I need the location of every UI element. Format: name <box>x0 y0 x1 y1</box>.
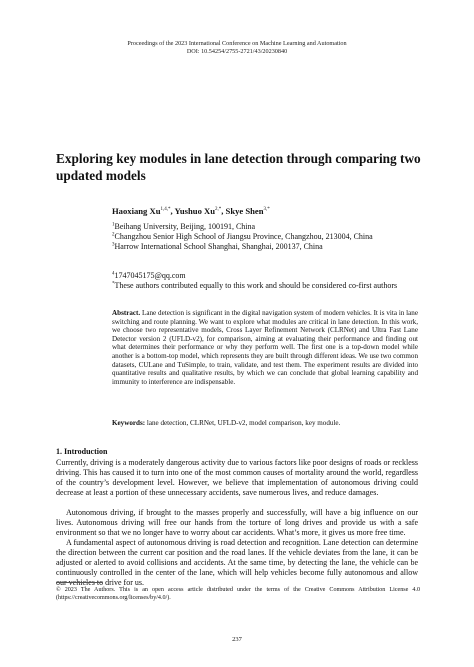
affiliation-text: Harrow International School Shanghai, Shanghai, 200137, China <box>114 242 323 251</box>
footnote-divider <box>56 582 102 583</box>
author-superscript: 3,* <box>263 207 270 213</box>
author-list <box>112 206 270 216</box>
body-paragraph: Currently, driving is a moderately dangerous activity due to various factors like poor designs of roads or reckless driving. This has caused it to turn into one of the most common causes of mortality around the world, regardless of the country’s development level. However, we believe that implementation of autonomous driving could decrease at least a portion of these unnecessary accidents, save numerous lives, and reduce damages. <box>56 458 418 498</box>
email-text: 1747045175@qq.com <box>114 271 186 280</box>
page-number: 237 <box>232 636 242 643</box>
affiliation-text: Changzhou Senior High School of Jiangsu Province, Changzhou, 213004, China <box>114 232 373 241</box>
keywords <box>112 419 432 428</box>
abstract <box>112 309 418 386</box>
author-name: Skye Shen <box>225 206 264 216</box>
affiliation <box>112 242 323 252</box>
keywords-text: lane detection, CLRNet, UFLD-v2, model comparison, key module. <box>145 419 341 427</box>
email-superscript: 4 <box>112 271 115 277</box>
header-line-2: DOI: 10.54254/2755-2721/43/20230840 <box>186 48 288 55</box>
license-footnote: © 2023 The Authors. This is an open access article distributed under the terms of the Creative Commons Attribution License 4.0 (https://creativecommons.org/licenses/by/4.0/). <box>56 587 420 601</box>
keywords-label: Keywords: <box>112 419 146 427</box>
author-name: Haoxiang Xu <box>112 206 161 216</box>
abstract-text: Lane detection is significant in the digital navigation system of modern vehicles. It is vita in lane switching and route planning. We want to explore what modules are critical in lane detection. In this work, we choose two representative models, Cross Layer Refinement Network (CLRNet) and Ultra Fast Lane Detector version 2 (UFLD-v2), for comparison, aiming at evaluating their performance and finding out what determines their performance or why they perform well. The first one is a top-down model while another is a bottom-top model, which represents they are built through different ideas. We use two common datasets, CULane and TuSimple, to train, validate, and test them. The experiment results are divided into quantitative results and qualitative results, by which we can conclude that global learning capability and immunity to interference are indispensable. <box>112 309 418 386</box>
section-heading: 1. Introduction <box>56 447 108 456</box>
affiliation-text: Beihang University, Beijing, 100191, China <box>114 222 256 231</box>
author-superscript: 1,4,* <box>160 207 171 213</box>
proceedings-header <box>0 40 474 56</box>
body-paragraph: Autonomous driving, if brought to the masses properly and successfully, will have a big influence on our lives. Autonomous driving will free our hands from the torture of long drives and provide us with a safe environment so that we no longer have to worry about car accidents. What’s more, it gives us more free time. <box>56 508 418 538</box>
body-paragraph: A fundamental aspect of autonomous driving is road detection and recognition. Lane detection can determine the direction between the current car position and the road lanes. If the vehicle deviates from the lane, it can be adjusted or alerted to avoid collisions and accidents. At the same time, by detecting the lane, the vehicle can be continuously controlled in the center of the lane, which will help vehicles become fully autonomous and allow our vehicles to drive for us. <box>56 538 418 588</box>
author-superscript: 2,* <box>215 207 222 213</box>
author-name: Yushuo Xu <box>174 206 215 216</box>
paper-title: Exploring key modules in lane detection through comparing two updated models <box>56 151 421 183</box>
abstract-label: Abstract. <box>112 309 141 317</box>
affiliation-superscript: 2 <box>112 232 115 238</box>
equal-contribution-note <box>112 281 432 291</box>
note-text: These authors contributed equally to this work and should be considered co-first authors <box>114 281 398 290</box>
header-line-1: Proceedings of the 2023 International Conference on Machine Learning and Automation <box>127 40 347 47</box>
corresponding-email <box>112 271 186 281</box>
note-superscript: * <box>112 281 115 287</box>
affiliation-superscript: 1 <box>112 222 115 228</box>
affiliation <box>112 222 255 232</box>
affiliation <box>112 232 373 242</box>
author-separator: , <box>221 206 226 216</box>
affiliation-superscript: 3 <box>112 242 115 248</box>
author-separator: , <box>170 206 175 216</box>
